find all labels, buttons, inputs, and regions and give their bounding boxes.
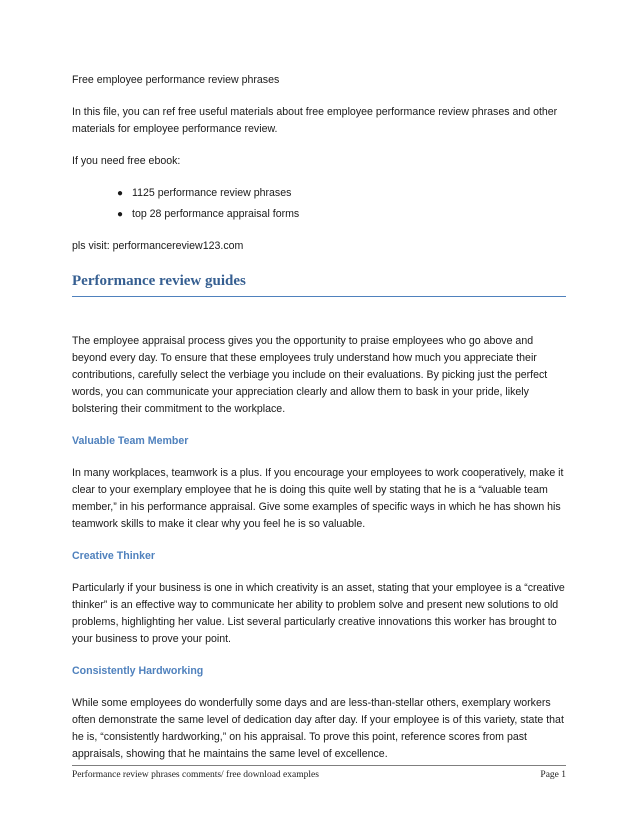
creative-thinker-paragraph: Particularly if your business is one in which creativity is an asset, stating that your employee is a “creative thinker” is an effective way to communicate her ability to problem solve and present new solutions to old problems, highlighting her value. List several particularly creative innovations this worker has brought to your business to prove your point. <box>72 582 565 645</box>
ebook-prompt: If you need free ebook: <box>72 155 181 167</box>
page-footer <box>72 765 566 782</box>
title-line: Free employee performance review phrases <box>72 74 280 86</box>
bullet-icon: ● <box>117 188 124 199</box>
visit-line: pls visit: performancereview123.com <box>72 240 244 252</box>
footer-text: Performance review phrases comments/ free download examples <box>72 770 319 780</box>
bullet-icon: ● <box>117 209 124 220</box>
list-item <box>117 185 566 202</box>
intro-paragraph: In this file, you can ref free useful materials about free employee performance review phrases and other materials for employee performance review. <box>72 106 558 135</box>
consistently-hardworking-paragraph: While some employees do wonderfully some days and are less-than-stellar others, exemplary workers often demonstrate the same level of dedication day after day. If your employee is of this variety, state that he is, “consistently hardworking,” on his appraisal. To prove this point, reference scores from past appraisals, showing that he maintains the same level of excellence. <box>72 697 564 760</box>
valuable-team-member-paragraph: In many workplaces, teamwork is a plus. If you encourage your employees to work cooperatively, make it clear to your exemplary employee that he is doing this quite well by stating that he is a “valuable team member,” in his performance appraisal. Give some examples of specific ways in which he has shown his teamwork skills to make it clear why you feel he is so valuable. <box>72 467 564 530</box>
list-item-label: 1125 performance review phrases <box>132 187 292 199</box>
guide-intro-paragraph: The employee appraisal process gives you the opportunity to praise employees who go above and beyond every day. To ensure that these employees truly understand how much you appreciate their contributions, carefully select the verbiage you include on their evaluations. By picking just the perfect words, you can communicate your appreciation clearly and allow them to bask in your pride, likely bolstering their commitment to the workplace. <box>72 335 548 415</box>
ebook-list <box>72 185 566 223</box>
subheading-consistently-hardworking: Consistently Hardworking <box>72 665 204 677</box>
list-item-label: top 28 performance appraisal forms <box>132 208 300 220</box>
document-body <box>72 72 566 778</box>
section-heading: Performance review guides <box>72 267 566 297</box>
list-item <box>117 206 566 223</box>
page-number: Page 1 <box>540 770 566 780</box>
subheading-valuable-team-member: Valuable Team Member <box>72 435 189 447</box>
subheading-creative-thinker: Creative Thinker <box>72 550 156 562</box>
